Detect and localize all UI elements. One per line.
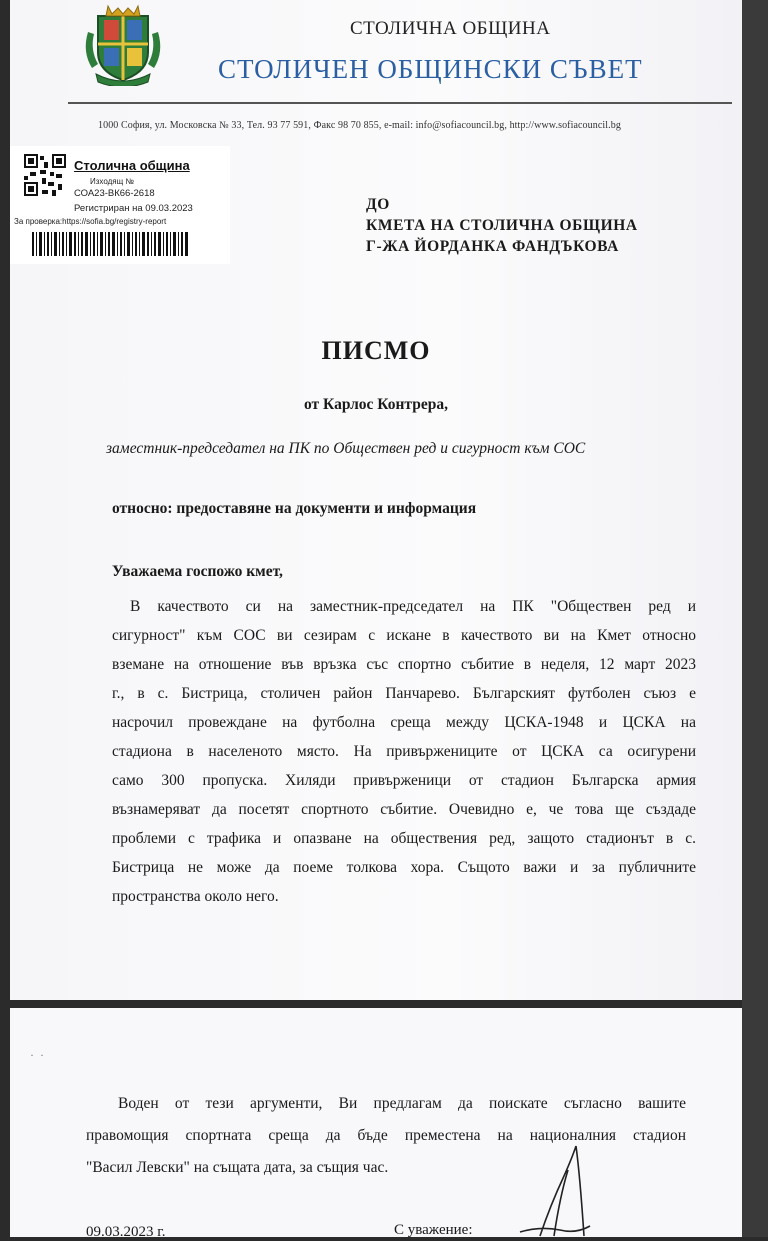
qr-code-icon bbox=[24, 154, 66, 196]
body-line: пространства около него. bbox=[112, 888, 279, 905]
registration-stamp bbox=[10, 146, 230, 264]
salutation: Уважаема госпожо кмет, bbox=[112, 563, 283, 580]
body-line: насрочил провеждане на футболна среща между ЦСКА-1948 и ЦСКА на bbox=[112, 714, 696, 731]
body-line: Бистрица не може да поеме толкова хора. Същото важи и за публичните bbox=[112, 859, 696, 876]
letter-title: ПИСМО bbox=[321, 336, 431, 365]
closing-line: "Васил Левски" на същата дата, за същия час. bbox=[86, 1159, 389, 1176]
body-line: г., в с. Бистрица, столичен район Панчарево. Българският футболен съюз е bbox=[112, 685, 696, 702]
recipient-to: ДО bbox=[366, 196, 390, 213]
closing-regards: С уважение: bbox=[394, 1222, 473, 1238]
stamp-verify-url: За проверка:https://sofia.bg/registry-report bbox=[14, 217, 167, 226]
letter-subject: относно: предоставяне на документи и информация bbox=[112, 500, 477, 517]
stamp-title: Столична община bbox=[74, 158, 190, 173]
body-line: само 300 пропуска. Хиляди привърженици от стадион Българска армия bbox=[112, 772, 696, 789]
recipient-block bbox=[366, 194, 638, 257]
sender-role: заместник-председател на ПК по Обществен ред и сигурност към СОС bbox=[106, 440, 586, 457]
barcode-icon bbox=[32, 232, 202, 256]
body-line: стадиона в населеното място. На привържениците от ЦСКА са осигурени bbox=[112, 743, 696, 760]
scan-specks: · · bbox=[30, 1048, 44, 1062]
contact-address: 1000 София, ул. Московска № 33, Тел. 93 77 591, Факс 98 70 855, e-mail: info@sofiacouncil.bg, http://www.sofiacouncil.bg bbox=[98, 120, 621, 131]
stamp-outgoing-label: Изходящ № bbox=[90, 177, 134, 186]
recipient-office: КМЕТА НА СТОЛИЧНА ОБЩИНА bbox=[366, 217, 638, 234]
sofia-coat-of-arms-icon bbox=[78, 2, 168, 86]
stamp-registered-date: Регистриран на 09.03.2023 bbox=[74, 203, 193, 214]
closing-line: правомощия спортната среща да бъде преместена на националния стадион bbox=[86, 1127, 686, 1144]
header-divider bbox=[68, 102, 732, 104]
body-line: В качеството си на заместник-председател на ПК "Обществен ред и bbox=[130, 598, 696, 615]
recipient-name: Г-ЖА ЙОРДАНКА ФАНДЪКОВА bbox=[366, 238, 619, 255]
body-line: проблеми с трафика и опазване на обществения ред, защото стадионът в с. bbox=[112, 830, 696, 847]
letter-body bbox=[112, 592, 696, 911]
letter-sender: от Карлос Контрера, bbox=[304, 396, 448, 413]
body-line: вземане на отношение във връзка със спортно събитие в неделя, 12 март 2023 bbox=[112, 656, 696, 673]
handwritten-signature-icon bbox=[480, 1136, 610, 1237]
stamp-number: СОА23-ВК66-2618 bbox=[74, 188, 155, 199]
body-line: сигурност" към СОС ви сезирам с искане в качеството ви на Кмет относно bbox=[112, 627, 696, 644]
org-name: СТОЛИЧНА ОБЩИНА bbox=[350, 18, 551, 39]
body-line: възнамеряват да посетят спортното събитие. Очевидно е, че това ще създаде bbox=[112, 801, 696, 818]
closing-line: Воден от тези аргументи, Ви предлагам да поискате съгласно вашите bbox=[118, 1095, 686, 1112]
letter-page-1 bbox=[10, 0, 742, 1000]
letter-date: 09.03.2023 г. bbox=[86, 1224, 166, 1240]
scan-edge bbox=[742, 0, 768, 1237]
council-name: СТОЛИЧЕН ОБЩИНСКИ СЪВЕТ bbox=[218, 54, 643, 84]
letter-page-2 bbox=[10, 1008, 742, 1240]
